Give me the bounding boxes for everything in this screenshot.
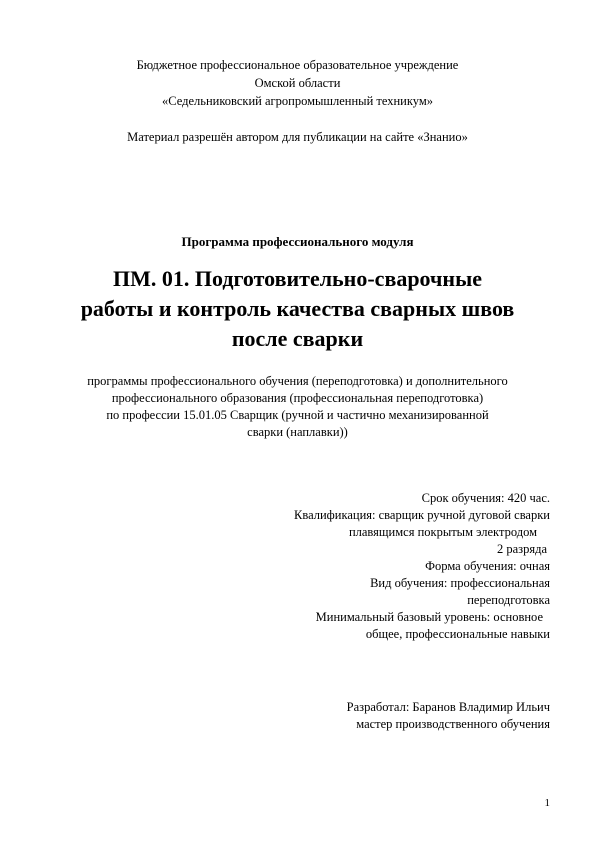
module-title-line-1: ПМ. 01. Подготовительно-сварочные: [112, 266, 483, 291]
study-type-line-2: переподготовка: [467, 593, 550, 607]
permission-note: Материал разрешён автором для публикации на сайте «Знанио»: [127, 130, 468, 144]
module-program-label: Программа профессионального модуля: [181, 234, 414, 249]
qualification-line-1: Квалификация: сварщик ручной дуговой сварки: [294, 508, 550, 522]
description-line-2: профессионального образования (профессиональная переподготовка): [111, 391, 484, 405]
description-line-4: сварки (наплавки)): [247, 425, 348, 439]
study-duration: Срок обучения: 420 час.: [421, 491, 550, 505]
base-level-line-1: Минимальный базовый уровень: основное: [315, 610, 543, 624]
page-number: 1: [544, 797, 550, 809]
institution-line-1: Бюджетное профессиональное образовательное учреждение: [136, 58, 459, 72]
developer-position: мастер производственного обучения: [356, 717, 550, 731]
developer-name: Разработал: Баранов Владимир Ильич: [346, 700, 550, 714]
institution-line-2: Омской области: [254, 76, 341, 90]
description-line-3: по профессии 15.01.05 Сварщик (ручной и частично механизированной: [106, 408, 489, 422]
qualification-line-2: плавящимся покрытым электродом: [348, 525, 537, 539]
base-level-line-2: общее, профессиональные навыки: [365, 627, 550, 641]
institution-line-3: «Седельниковский агропромышленный техникум»: [161, 94, 434, 108]
qualification-grade: 2 разряда: [496, 542, 547, 556]
description-line-1: программы профессионального обучения (переподготовка) и дополнительного: [87, 374, 508, 388]
study-type-line-1: Вид обучения: профессиональная: [370, 576, 550, 590]
module-title-line-2: работы и контроль качества сварных швов: [80, 296, 515, 321]
module-title-line-3: после сварки: [231, 326, 364, 351]
study-form: Форма обучения: очная: [425, 559, 550, 573]
